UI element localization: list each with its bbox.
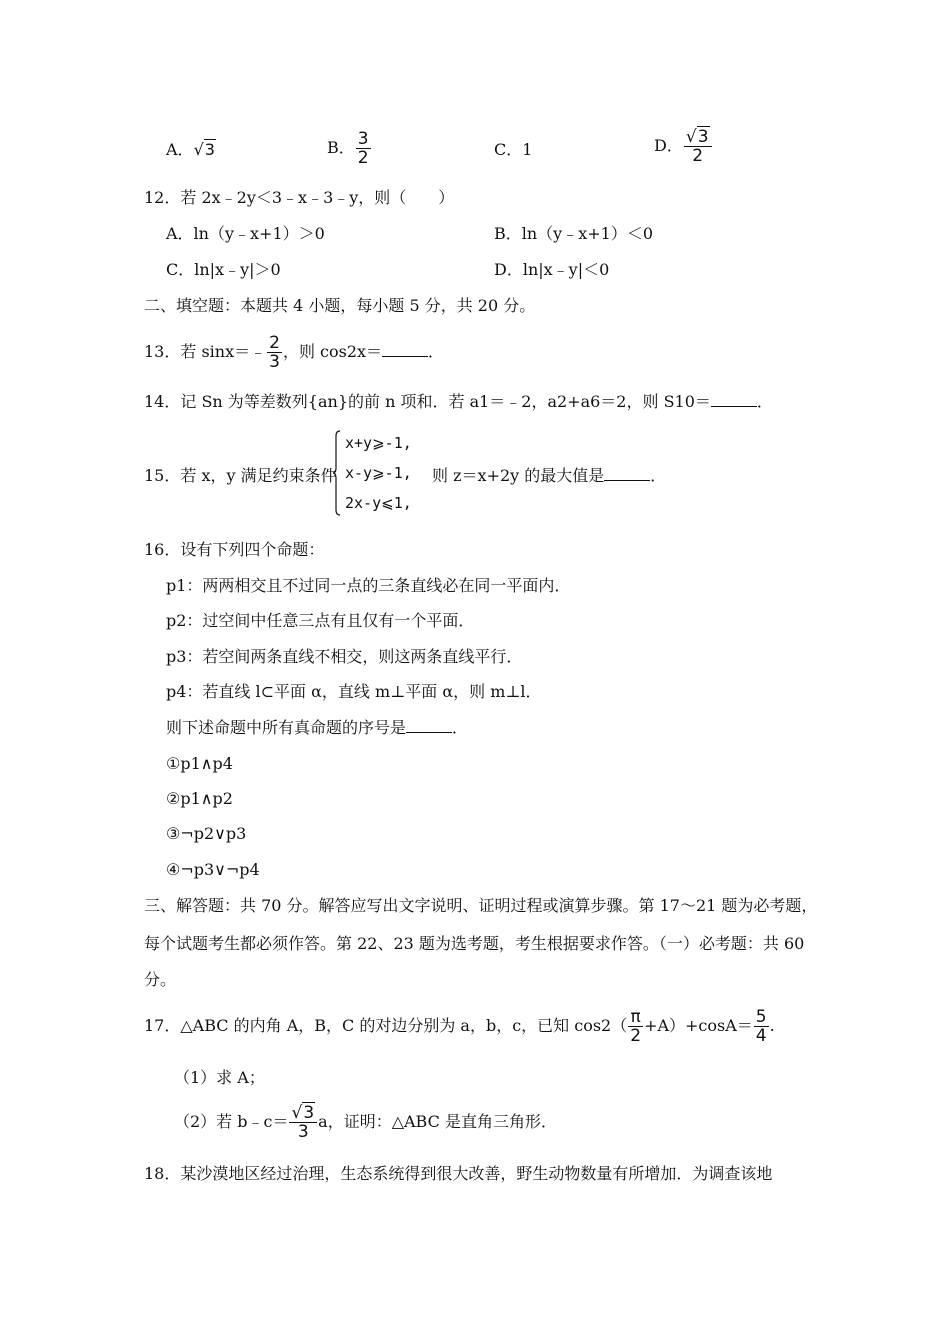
choice-4: ④¬p3∨¬p4 bbox=[166, 860, 260, 879]
sqrt-expression: √3 bbox=[193, 140, 215, 159]
answer-blank bbox=[604, 466, 650, 481]
option-value: 1 bbox=[522, 140, 533, 159]
question-15-prefix: 15．若 x，y 满足约束条件 bbox=[144, 466, 337, 485]
proposition-p1: p1：两两相交且不过同一点的三条直线必在同一平面内． bbox=[166, 576, 571, 595]
option-b bbox=[327, 130, 372, 167]
question-12-option-c: C．ln|x﹣y|＞0 bbox=[166, 260, 281, 279]
constraint-system bbox=[333, 430, 423, 520]
proposition-p2: p2：过空间中任意三点有且仅有一个平面． bbox=[166, 611, 475, 630]
option-a bbox=[166, 140, 216, 160]
fraction bbox=[629, 1008, 642, 1045]
numerator: 3 bbox=[357, 129, 369, 149]
option-label: B． bbox=[327, 138, 355, 157]
section-3-line-1: 三、解答题：共 70 分。解答应写出文字说明、证明过程或演算步骤。第 17～21 题为必考题， bbox=[144, 896, 818, 915]
part-2-suffix: a，证明：△ABC 是直角三角形． bbox=[318, 1112, 557, 1131]
period: . bbox=[769, 1016, 775, 1035]
q13-prefix: 13．若 sinx＝﹣ bbox=[144, 342, 267, 361]
denominator: 3 bbox=[269, 352, 280, 372]
ask-text: 则下述命题中所有真命题的序号是 bbox=[166, 718, 407, 737]
numerator: 2 bbox=[269, 333, 280, 353]
fraction bbox=[290, 1104, 316, 1141]
constraint-row: x+y⩾-1, bbox=[345, 434, 412, 452]
radicand: 3 bbox=[697, 127, 709, 147]
period: ． bbox=[428, 342, 445, 361]
choice-3: ③¬p2∨p3 bbox=[166, 824, 247, 843]
section-2-title: 二、填空题：本题共 4 小题，每小题 5 分，共 20 分。 bbox=[144, 296, 536, 315]
q13-suffix: ，则 cos2x＝ bbox=[282, 342, 383, 361]
question-15-suffix bbox=[432, 466, 666, 486]
denominator: 2 bbox=[357, 148, 369, 168]
question-12-stem: 12．若 2x﹣2y＜3﹣x﹣3﹣y，则（ ） bbox=[144, 188, 455, 207]
question-14 bbox=[144, 392, 773, 412]
section-3-line-3: 分。 bbox=[144, 970, 177, 989]
q15-text: 则 z＝x+2y 的最大值是 bbox=[432, 466, 605, 485]
option-d bbox=[654, 128, 713, 165]
sqrt-expression: √3 bbox=[291, 1103, 315, 1123]
answer-blank bbox=[406, 718, 452, 733]
fraction bbox=[268, 334, 281, 371]
answer-blank bbox=[382, 342, 428, 357]
option-label: C． bbox=[494, 140, 523, 159]
question-13 bbox=[144, 334, 444, 371]
numerator: 5 bbox=[755, 1007, 767, 1027]
numerator: π bbox=[630, 1007, 641, 1027]
section-3-line-2: 每个试题考生都必须作答。第 22、23 题为选考题，考生根据要求作答。（一）必考题：共 60 bbox=[144, 934, 805, 953]
question-12-option-b: B．ln（y﹣x+1）＜0 bbox=[494, 224, 654, 243]
q14-text: 14．记 Sn 为等差数列{an}的前 n 项和．若 a1＝﹣2，a2+a6＝2，则 S10＝ bbox=[144, 392, 711, 411]
period: ． bbox=[650, 466, 667, 485]
radicand: 3 bbox=[303, 1103, 315, 1123]
fraction bbox=[685, 128, 711, 165]
fraction bbox=[357, 130, 370, 167]
option-label: A． bbox=[166, 140, 194, 159]
q17-middle: +A）+cosA＝ bbox=[644, 1016, 753, 1035]
option-label: D． bbox=[654, 136, 683, 155]
constraint-row: x-y⩾-1, bbox=[345, 464, 412, 482]
q17-prefix: 17．△ABC 的内角 A，B，C 的对边分别为 a，b，c，已知 cos2（ bbox=[144, 1016, 628, 1035]
denominator: 3 bbox=[297, 1122, 309, 1142]
part-2-prefix: （2）若 b﹣c＝ bbox=[174, 1112, 289, 1131]
answer-blank bbox=[711, 392, 757, 407]
period: ． bbox=[452, 718, 469, 737]
question-16-stem: 16．设有下列四个命题： bbox=[144, 540, 325, 559]
question-17-stem bbox=[144, 1008, 775, 1045]
sqrt-expression: √3 bbox=[685, 127, 709, 147]
choice-2: ②p1∧p2 bbox=[166, 789, 233, 808]
radicand: 3 bbox=[204, 140, 215, 159]
question-18-stem: 18．某沙漠地区经过治理，生态系统得到很大改善，野生动物数量有所增加．为调查该地 bbox=[144, 1164, 773, 1183]
fraction bbox=[755, 1008, 768, 1045]
question-17-part-1: （1）求 A； bbox=[174, 1068, 265, 1087]
question-12-option-a: A．ln（y﹣x+1）＞0 bbox=[166, 224, 325, 243]
period: ． bbox=[756, 392, 773, 411]
choice-1: ①p1∧p4 bbox=[166, 754, 233, 773]
denominator: 2 bbox=[630, 1026, 642, 1046]
constraint-row: 2x-y⩽1, bbox=[345, 494, 412, 512]
denominator: 4 bbox=[755, 1026, 767, 1046]
proposition-p4: p4：若直线 l⊂平面 α，直线 m⊥平面 α，则 m⊥l． bbox=[166, 682, 542, 701]
option-c bbox=[494, 140, 532, 160]
question-16-ask bbox=[166, 718, 468, 738]
question-12-option-d: D．ln|x﹣y|＜0 bbox=[494, 260, 610, 279]
denominator: 2 bbox=[692, 146, 704, 166]
proposition-p3: p3：若空间两条直线不相交，则这两条直线平行． bbox=[166, 647, 523, 666]
left-brace-icon bbox=[333, 430, 341, 516]
question-17-part-2 bbox=[174, 1104, 557, 1141]
